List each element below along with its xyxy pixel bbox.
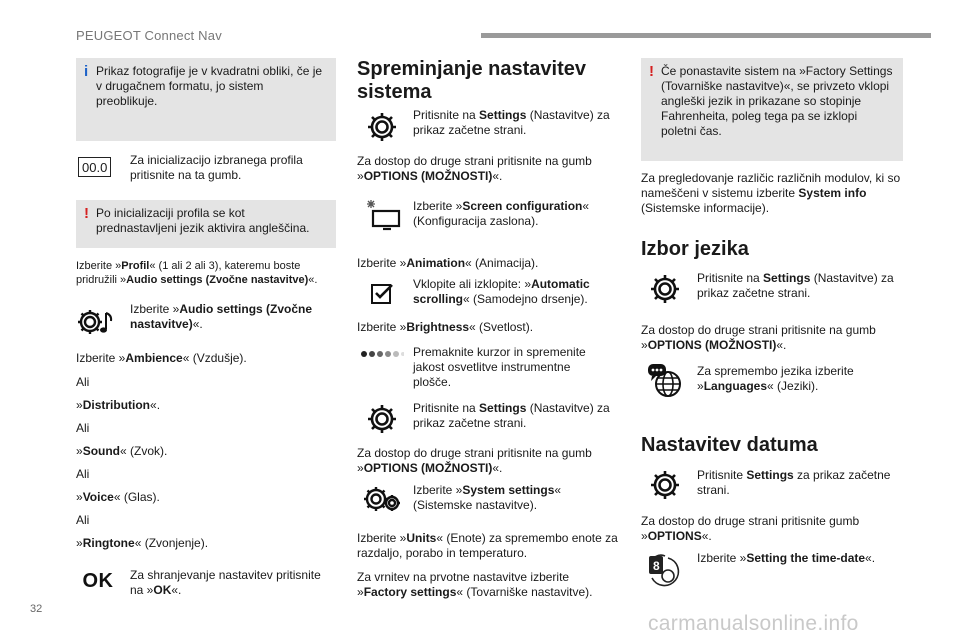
text: Za inicializacijo izbranega profila pritisnite na ta gumb. xyxy=(130,153,303,182)
text: «. xyxy=(192,317,203,331)
info-icon: i xyxy=(84,63,89,80)
press-settings-text xyxy=(413,401,613,431)
note-text: Če ponastavite sistem na »Factory Settings (Tovarniške nastavitve)«, se privzeto vklopi angleški jezik in prikazane so stopinje Fahrenheita, poleg tega pa se izklopi poletni čas. xyxy=(661,64,893,138)
bold-term: Sound xyxy=(82,444,121,458)
settings-gear-icon xyxy=(648,272,682,306)
text: Za dostop do druge strani pritisnite na gumb » xyxy=(357,446,592,475)
text: «. xyxy=(776,338,787,352)
ambience-text xyxy=(76,351,247,366)
slider-dots-icon xyxy=(360,348,404,360)
bold-term: OPTIONS xyxy=(647,529,702,543)
text: (Sistemske informacije). xyxy=(641,201,770,215)
text: « (1 ali 2 ali 3), kateremu boste pridružili » xyxy=(76,260,301,286)
ali-text: Ali xyxy=(76,421,90,435)
settings-gear-icon xyxy=(365,110,399,144)
auto-scroll-text xyxy=(413,277,613,307)
bold-term: Audio settings (Zvočne nastavitve) xyxy=(126,274,309,286)
text: « (Zvok). xyxy=(120,444,168,458)
bold-term: Animation xyxy=(406,256,466,270)
system-info-text xyxy=(641,171,903,216)
select-profile-text xyxy=(76,259,338,287)
text: « (Glas). xyxy=(113,490,160,504)
bold-term: OPTIONS (MOŽNOSTI) xyxy=(363,461,493,475)
section-title-system: Spreminjanje nastavitev sistema xyxy=(357,58,586,103)
note-text: Po inicializaciji profila se kot prednastavljeni jezik aktivira angleščina. xyxy=(96,206,310,235)
text: « (Enote) za spremembo enote za razdaljo, porabo in temperaturo. xyxy=(357,531,618,560)
sound-text xyxy=(76,444,167,459)
info-note-photo xyxy=(76,58,336,141)
text: Za shranjevanje nastavitev pritisnite na » xyxy=(130,568,321,597)
section-title-date: Nastavitev datuma xyxy=(641,434,818,456)
bold-term: OPTIONS (MOŽNOSTI) xyxy=(363,169,493,183)
section-title-language: Izbor jezika xyxy=(641,238,749,260)
text: Za vrnitev na prvotne nastavitve izberite » xyxy=(357,570,570,599)
warning-note-profile xyxy=(76,200,336,248)
animation-text xyxy=(357,256,538,271)
text: Pritisnite xyxy=(697,468,747,482)
bold-term: Ambience xyxy=(125,351,183,365)
bold-term: Distribution xyxy=(82,398,151,412)
text: Za dostop do druge strani pritisnite na gumb » xyxy=(357,154,592,183)
ok-button-icon: OK xyxy=(82,569,114,592)
system-settings-text xyxy=(413,483,613,513)
time-date-text xyxy=(697,551,897,566)
text: « (Samodejno drsenje). xyxy=(463,292,588,306)
bold-term: Profil xyxy=(121,260,150,272)
warning-icon: ! xyxy=(649,63,654,80)
warning-note-factory xyxy=(641,58,903,161)
options-access-text xyxy=(641,514,903,544)
text: » xyxy=(76,444,83,458)
voice-text xyxy=(76,490,160,505)
text: Izberite » xyxy=(76,351,126,365)
document-header: PEUGEOT Connect Nav xyxy=(76,28,222,43)
text: « (Tovarniške nastavitve). xyxy=(456,585,593,599)
languages-text xyxy=(697,364,897,394)
text: Izberite » xyxy=(357,320,407,334)
text: Izberite » xyxy=(413,483,463,497)
text: « (Konfiguracija zaslona). xyxy=(413,199,590,228)
checkbox-icon xyxy=(370,280,396,306)
text: «. xyxy=(865,551,876,565)
bold-term: Languages xyxy=(703,379,768,393)
text: «. xyxy=(701,529,712,543)
bold-term: Units xyxy=(406,531,437,545)
bold-term: OK xyxy=(153,583,172,597)
text: «. xyxy=(492,461,503,475)
text: « (Vzdušje). xyxy=(182,351,247,365)
text: (Nastavitve) za prikaz začetne strani. xyxy=(413,401,610,430)
bold-term: Ringtone xyxy=(82,536,135,550)
text: « (Svetlost). xyxy=(469,320,534,334)
ringtone-text xyxy=(76,536,208,551)
text: « (Zvonjenje). xyxy=(134,536,209,550)
bold-term: OPTIONS (MOŽNOSTI) xyxy=(647,338,777,352)
text: «. xyxy=(308,274,318,286)
text: » xyxy=(76,490,83,504)
text: Vklopite ali izklopite: » xyxy=(413,277,532,291)
ali-text: Ali xyxy=(76,375,90,389)
options-access-text xyxy=(357,154,619,184)
bold-term: System settings xyxy=(462,483,555,497)
text: (Nastavitve) za prikaz začetne strani. xyxy=(413,108,610,137)
text: » xyxy=(76,398,83,412)
settings-gear-icon xyxy=(648,468,682,502)
note-text: Prikaz fotografije je v kvadratni obliki, če je v drugačnem formatu, jo sistem preoblikuje. xyxy=(96,64,323,108)
text: Pritisnite na xyxy=(697,271,764,285)
press-settings-text xyxy=(413,108,613,138)
bold-term: Settings xyxy=(746,468,794,482)
header-rule xyxy=(481,33,931,38)
profile-reset-icon xyxy=(78,157,111,177)
text: Pritisnite na xyxy=(413,108,480,122)
bold-term: Setting the time-date xyxy=(746,551,866,565)
audio-settings-text xyxy=(130,302,330,332)
bold-term: Settings xyxy=(763,271,811,285)
text: za prikaz začetne strani. xyxy=(697,468,891,497)
text: Izberite » xyxy=(413,199,463,213)
brightness-text xyxy=(357,320,533,335)
text: Za spremembo jezika izberite » xyxy=(697,364,854,393)
bold-term: Audio settings (Zvočne nastavitve) xyxy=(130,302,313,331)
text: Za dostop do druge strani pritisnite na gumb » xyxy=(641,323,876,352)
bold-term: Brightness xyxy=(406,320,470,334)
ali-text: Ali xyxy=(76,513,90,527)
bold-term: Screen configuration xyxy=(462,199,583,213)
settings-gear-icon xyxy=(365,402,399,436)
save-settings-text xyxy=(130,568,330,598)
text: Pritisnite na xyxy=(413,401,480,415)
text: «. xyxy=(492,169,503,183)
step-badge-number: 8 xyxy=(653,559,660,573)
bold-term: Automatic scrolling xyxy=(413,277,590,306)
text: «. xyxy=(150,398,161,412)
text: Izberite » xyxy=(130,302,180,316)
watermark: carmanualsonline.info xyxy=(648,612,859,635)
bold-term: Factory settings xyxy=(363,585,457,599)
text: Za dostop do druge strani pritisnite gumb » xyxy=(641,514,860,543)
bold-term: Voice xyxy=(82,490,114,504)
text: Izberite » xyxy=(357,531,407,545)
text: (Nastavitve) za prikaz začetne strani. xyxy=(697,271,894,300)
text: Izberite » xyxy=(76,260,122,272)
profile-reset-code: 00.0 xyxy=(82,159,108,175)
step-badge-icon xyxy=(646,552,684,592)
text: Izberite » xyxy=(697,551,747,565)
text: « (Sistemske nastavitve). xyxy=(413,483,562,512)
text: « (Animacija). xyxy=(465,256,539,270)
brightness-slider-text: Premaknite kurzor in spremenite jakost osvetlitve instrumentne plošče. xyxy=(413,345,586,389)
text: Izberite » xyxy=(357,256,407,270)
distribution-text xyxy=(76,398,160,413)
page-number: 32 xyxy=(30,603,43,615)
bold-term: System info xyxy=(798,186,867,200)
text: » xyxy=(76,536,83,550)
ali-text: Ali xyxy=(76,467,90,481)
options-access-text xyxy=(641,323,903,353)
screen-config-text xyxy=(413,199,613,229)
warning-icon: ! xyxy=(84,205,89,222)
press-settings-text xyxy=(697,271,897,301)
factory-settings-text xyxy=(357,570,619,600)
bold-term: Settings xyxy=(479,108,527,122)
screen-brightness-icon xyxy=(363,198,403,234)
options-access-text xyxy=(357,446,619,476)
text: «. xyxy=(171,583,182,597)
bold-term: Settings xyxy=(479,401,527,415)
press-settings-text xyxy=(697,468,897,498)
system-gears-icon xyxy=(362,482,402,516)
text: Za pregledovanje različic različnih modulov, ki so nameščeni v sistemu izberite xyxy=(641,171,901,200)
language-globe-icon xyxy=(646,362,686,400)
profile-init-text xyxy=(130,153,330,183)
text: « (Jeziki). xyxy=(767,379,819,393)
gear-music-icon xyxy=(76,304,116,340)
units-text xyxy=(357,531,619,561)
